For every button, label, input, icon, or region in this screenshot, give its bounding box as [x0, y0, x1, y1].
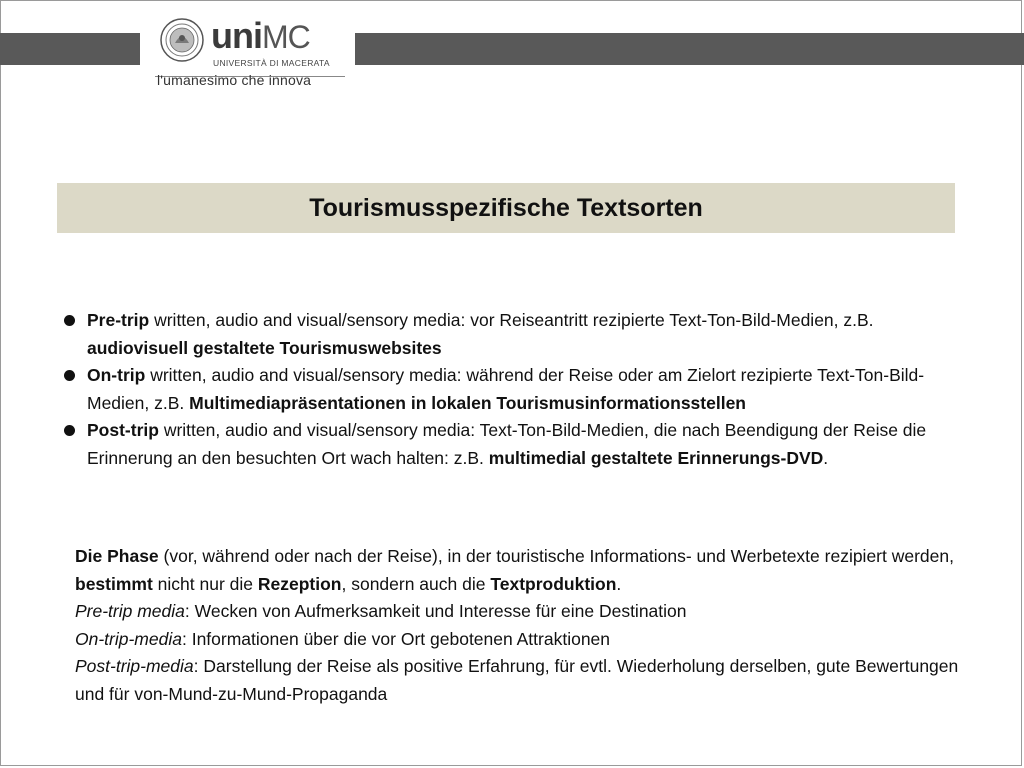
- phase-text-2: , sondern auch die: [341, 573, 491, 594]
- phase-intro: [75, 543, 975, 598]
- phase-line-label: Post-trip-media: [75, 656, 194, 676]
- phase-keyword-bestimmt: bestimmt: [75, 573, 153, 594]
- bullet-text: written, audio and visual/sensory media: vor Reiseantritt rezipierte Text-Ton-Bild-Medien, z.B.: [149, 310, 874, 330]
- bullet-example: multimedial gestaltete Erinnerungs-DVD: [488, 447, 824, 468]
- phase-line-pre-trip: [75, 598, 975, 626]
- bullet-text: written, audio and visual/sensory media: Text-Ton-Bild-Medien, die nach Beendigung der Reise die Erinnerung an den besuchten Ort wach halten: z.B.: [87, 420, 927, 468]
- header-band-left: [0, 33, 140, 65]
- phase-lead-text: (vor, während oder nach der Reise), in der touristische Informations- und Werbetexte rezipiert werden,: [158, 546, 954, 566]
- logo-wordmark: uniMC: [211, 15, 310, 56]
- bullet-example: Multimediapräsentationen in lokalen Tourismusinformationsstellen: [189, 392, 746, 413]
- phase-keyword-rezeption: Rezeption: [257, 573, 342, 594]
- phase-line-text: : Darstellung der Reise als positive Erfahrung, für evtl. Wiederholung derselben, gute Bewertungen und für von-Mund-zu-Mund-Propaganda: [75, 656, 959, 704]
- bullet-on-trip: [62, 362, 942, 417]
- bullet-term: Post-trip: [87, 420, 159, 440]
- phase-line-label: On-trip-media: [75, 628, 182, 649]
- bullet-dot-icon: [64, 425, 75, 436]
- phase-line-text: : Informationen über die vor Ort gebotenen Attraktionen: [181, 628, 611, 649]
- phase-line-label: Pre-trip media: [75, 601, 185, 621]
- phase-keyword-textproduktion: Textproduktion: [490, 573, 617, 594]
- university-logo: [155, 14, 345, 74]
- bullet-pre-trip: [62, 307, 942, 362]
- tagline: l'umanesimo che innova: [157, 72, 312, 88]
- phase-paragraph: [75, 543, 975, 708]
- bullet-tail: .: [823, 447, 829, 468]
- bullet-term: On-trip: [87, 365, 146, 385]
- logo-subtitle: UNIVERSITÀ DI MACERATA: [213, 58, 330, 68]
- phase-line-text: : Wecken von Aufmerksamkeit und Interesse für eine Destination: [184, 601, 687, 621]
- slide-title-bar: [57, 183, 955, 233]
- bullet-term: Pre-trip: [87, 310, 150, 330]
- slide-title: Tourismusspezifische Textsorten: [309, 193, 703, 222]
- bullet-post-trip: [62, 417, 942, 472]
- phase-text-1: nicht nur die: [152, 573, 258, 594]
- bullet-example: audiovisuell gestaltete Tourismuswebsites: [87, 337, 442, 358]
- bullet-text: written, audio and visual/sensory media: während der Reise oder am Zielort rezipierte Text-Ton-Bild-Medien, z.B.: [87, 365, 925, 413]
- phase-lead: Die Phase: [75, 546, 159, 566]
- phase-end: .: [616, 573, 622, 594]
- phase-line-on-trip: [75, 626, 975, 654]
- phase-line-post-trip: [75, 653, 975, 708]
- bullet-dot-icon: [64, 370, 75, 381]
- bullet-dot-icon: [64, 315, 75, 326]
- header-band-right: [355, 33, 1024, 65]
- media-bullet-list: [62, 307, 942, 472]
- university-seal-icon: [160, 18, 204, 62]
